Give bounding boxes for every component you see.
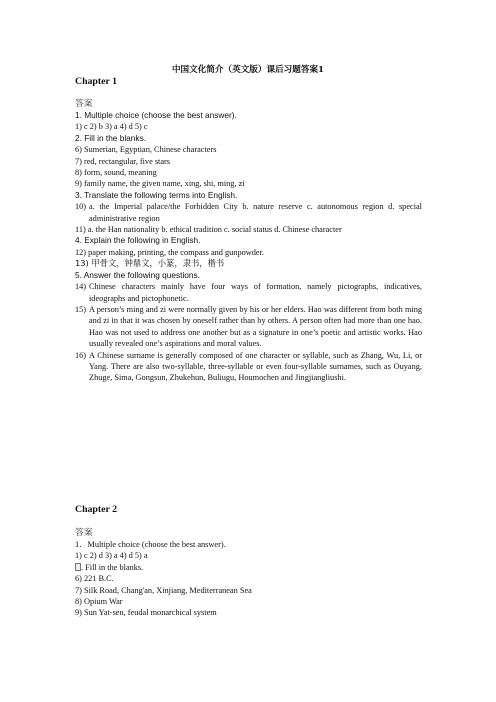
answer-line: 9) family name, the given name, xing, shi, ming, zi <box>75 179 245 189</box>
answer-line: 12) paper making, printing, the compass and gunpowder. <box>75 247 264 257</box>
chapter-2-answers <box>75 527 422 619</box>
answer-label: 答案 <box>75 528 93 538</box>
answer-item <box>75 201 422 224</box>
answer-line: 7) red, rectangular, five stars <box>75 156 171 166</box>
chapter-1-answers <box>75 98 422 384</box>
section-title: 2. Fill in the blanks. <box>75 132 147 143</box>
answer-line: 8) Opium War <box>75 597 123 607</box>
answer-label: 答案 <box>75 99 93 109</box>
item-number: 16) <box>75 350 87 360</box>
chapter-2-heading: Chapter 2 <box>75 504 118 515</box>
answer-item <box>75 350 422 384</box>
section-title: 1. Multiple choice (choose the best answer). <box>75 110 237 120</box>
answer-line: 7) Silk Road, Chang'an, Xinjiang, Mediterranean Sea <box>75 585 252 595</box>
item-text: A Chinese surname is generally composed of one character or syllable, such as Zhang, Wu, Li, or Yang. There are also two-syllable, three-syllable or even four-syllable surnames, such as Ouyang, Zhuge, Sima, Gongsun, Zhukehun, Buliugu, Houmochen and Jingjiangliushi. <box>89 350 422 383</box>
answer-line: 1) c 2) d 3) a 4) d 5) a <box>75 551 148 561</box>
document-title: 中国文化简介（英文版）课后习题答案1 <box>171 65 325 75</box>
answer-line: 11) a. the Han nationality b. ethical tradition c. social status d. Chinese character <box>75 225 342 235</box>
answer-line: 6) Sumerian, Egyptian, Chinese characters <box>75 145 217 155</box>
answer-item <box>75 281 422 304</box>
item-text: A person’s ming and zi were normally given by his or her elders. Hao was different from both ming and zi in that it was chosen by oneself rather than by others. A person often had more than one hao. Hao was not used to address one another but as a signature in one’s poetic and artistic works. Hao usually revealed one’s aspirations and moral values. <box>89 304 422 349</box>
section-title <box>75 562 422 573</box>
item-number: 14) <box>75 282 87 292</box>
answer-item <box>75 304 422 350</box>
answer-line: 1) c 2) b 3) a 4) d 5) c <box>75 122 148 132</box>
section-title: 3. Translate the following terms into English. <box>75 189 238 200</box>
answer-line: 6) 221 B.C. <box>75 574 114 584</box>
answer-line: 9) Sun Yat-sen, feudal monarchical system <box>75 608 217 618</box>
answer-line: 13) 甲骨文，钟鼎文，小篆，隶书，楷书 <box>75 258 225 269</box>
item-text: Chinese characters mainly have four ways of formation, namely pictographs, indicatives, ideographs and pictophonetic. <box>89 282 422 303</box>
item-number: 10) <box>75 202 87 212</box>
item-text: a. the Imperial palace/the Forbidden City b. nature reserve c. autonomous region d. special administrative region <box>89 202 422 223</box>
section-title: 1．Multiple choice (choose the best answer). <box>75 540 226 549</box>
chapter-1-heading: Chapter 1 <box>75 76 118 87</box>
answer-line: 8) form, sound, meaning <box>75 168 157 178</box>
section-title-text: . Fill in the blanks. <box>81 562 144 572</box>
section-title: 4. Explain the following in English. <box>75 235 201 246</box>
section-title: 5. Answer the following questions. <box>75 269 200 280</box>
item-number: 15) <box>75 304 87 314</box>
